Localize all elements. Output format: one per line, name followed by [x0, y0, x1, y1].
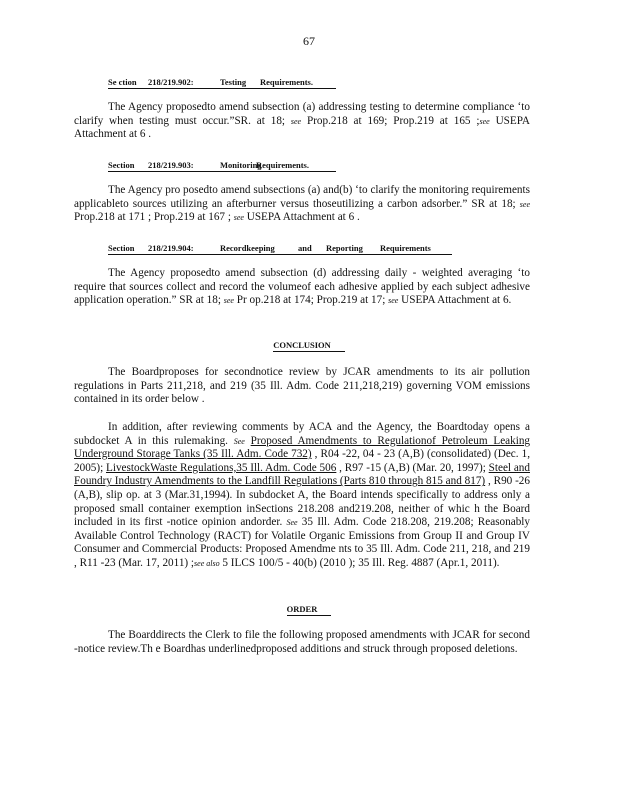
- section-903-paragraph: The Agency pro posedto amend subsections (a) and(b) ‘to clarify the monitoring requirements applicableto sources utilizing an afterburner versus thoseutilizing a carbon adsorber.” SR at 18; see Prop.218 at 171 ; Prop.219 at 167 ; see USEPA Attachment at 6 .: [74, 184, 530, 224]
- section-902-paragraph: The Agency proposedto amend subsection (a) addressing testing to determine compliance ‘to clarify when testing must occur.”SR. at 18; see Prop.218 at 169; Prop.219 at 165 ;see USEPA Attachment at 6 .: [74, 101, 530, 141]
- conclusion-paragraph-1: The Boardproposes for secondnotice review by JCAR amendments to its air pollution regulations in Parts 211,218, and 219 (35 Ill. Adm. Code 211,218,219) governing VOM emissions contained in its order below .: [74, 366, 530, 406]
- conclusion-heading: CONCLUSION: [0, 340, 618, 350]
- section-903-heading: Section 218/219.903: MonitoringRequirements.: [108, 160, 336, 172]
- section-904-paragraph: The Agency proposedto amend subsection (d) addressing daily - weighted averaging ‘to require that sources collect and record the volumeof each adhesive applied by each subject adhesive application operation.” SR at 18; see Pr op.218 at 174; Prop.219 at 17; see USEPA Attachment at 6.: [74, 267, 530, 307]
- section-902-heading: Se ction 218/219.902: Testing Requirements.: [108, 77, 336, 89]
- conclusion-paragraph-2: In addition, after reviewing comments by ACA and the Agency, the Boardtoday opens a subdocket A in this rulemaking. See Proposed Amendments to Regulationof Petroleum Leaking Underground Storage Tanks (35 Ill. Adm. Code 732) , R04 -22, 04 - 23 (A,B) (consolidated) (Dec. 1, 2005); LivestockWaste Regulations,35 Ill. Adm. Code 506 , R97 -15 (A,B) (Mar. 20, 1997); Steel and Foundry Industry Amendments to the Landfill Regulations (Parts 810 through 815 and 817) , R90 -26 (A,B), slip op. at 3 (Mar.31,1994). In subdocket A, the Board intends specifically to address only a proposed small container exemption inSections 218.208 and219.208, neither of whic h the Board included in its first -notice opinion andorder. See 35 Ill. Adm. Code 218.208, 219.208; Reasonably Available Control Technology (RACT) for Volatile Organic Emissions from Group II and Group IV Consumer and Commercial Products: Proposed Amendme nts to 35 Ill. Adm. Code 211, 218, and 219 , R11 -23 (Mar. 17, 2011) ;see also 5 ILCS 100/5 - 40(b) (2010 ); 35 Ill. Reg. 4887 (Apr.1, 2011).: [74, 421, 531, 569]
- order-heading: ORDER: [0, 604, 618, 614]
- section-904-heading: Section 218/219.904: Recordkeeping and Reporting Requirements: [108, 243, 452, 255]
- order-paragraph: The Boarddirects the Clerk to file the following proposed amendments with JCAR for second -notice review.Th e Boardhas underlinedproposed additions and struck through proposed deletions.: [74, 629, 530, 655]
- page-number: 67: [303, 34, 315, 48]
